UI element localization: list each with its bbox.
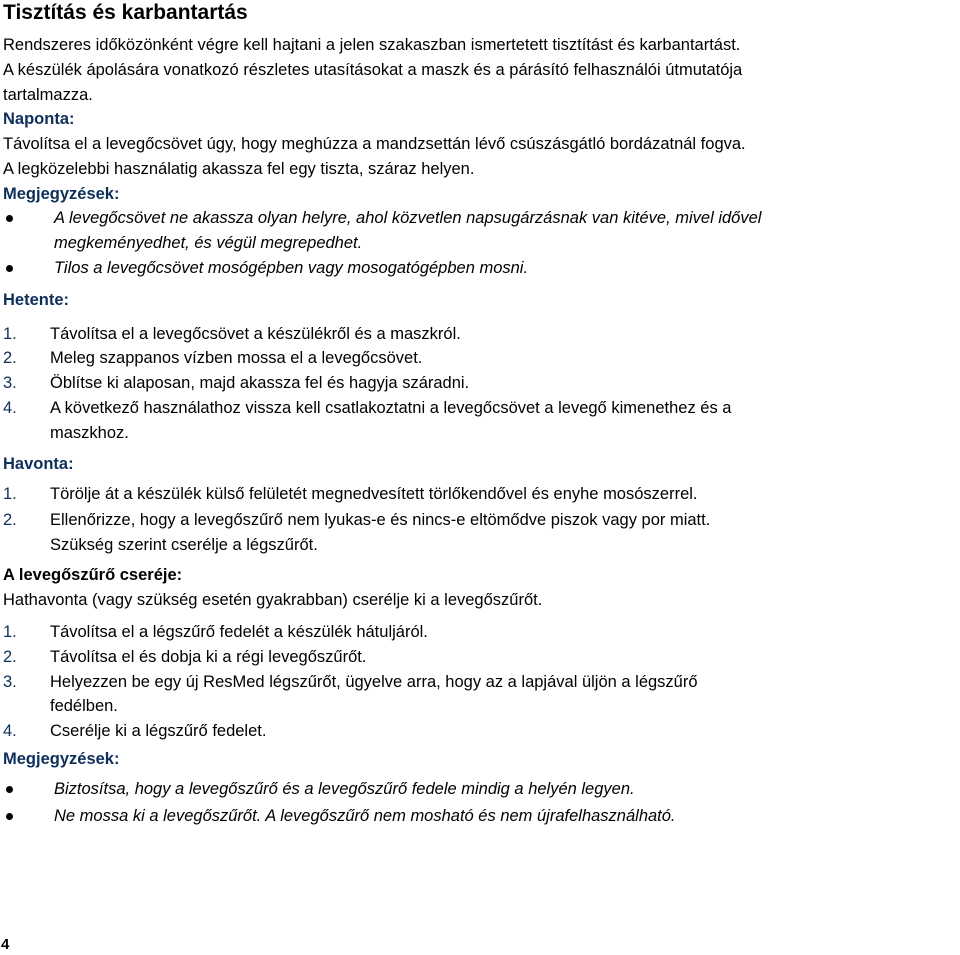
filter-num-1: 1. <box>3 623 17 641</box>
daily-heading: Naponta: <box>3 110 75 128</box>
filter-text-3: Helyezzen be egy új ResMed légszűrőt, ügyelve arra, hogy az a lapjával üljön a légszűrő <box>50 673 698 691</box>
notes2-item2: Ne mossa ki a levegőszűrőt. A levegőszűrő nem mosható és nem újrafelhasználható. <box>54 807 676 825</box>
weekly-num-1: 1. <box>3 325 17 343</box>
bullet-icon <box>6 786 13 793</box>
notes1-item1-line2: megkeményedhet, és végül megrepedhet. <box>54 234 363 252</box>
notes1-item2: Tilos a levegőcsövet mosógépben vagy mosogatógépben mosni. <box>54 259 529 277</box>
bullet-icon <box>6 215 13 222</box>
weekly-text-4-cont: maszkhoz. <box>50 424 129 442</box>
daily-line-1: Távolítsa el a levegőcsövet úgy, hogy meghúzza a mandzsettán lévő csúszásgátló bordázatnál fogva. <box>3 135 746 153</box>
bullet-icon <box>6 265 13 272</box>
page-number: 4 <box>1 936 10 953</box>
monthly-num-2: 2. <box>3 511 17 529</box>
intro-line-3: tartalmazza. <box>3 86 93 104</box>
intro-line-2: A készülék ápolására vonatkozó részletes utasításokat a maszk és a párásító felhasználói útmutatója <box>3 61 743 79</box>
filter-num-3: 3. <box>3 673 17 691</box>
monthly-text-2: Ellenőrizze, hogy a levegőszűrő nem lyukas-e és nincs-e eltömődve piszok vagy por miatt. <box>50 511 711 529</box>
bullet-icon <box>6 813 13 820</box>
filter-text-1: Távolítsa el a légszűrő fedelét a készülék hátuljáról. <box>50 623 428 641</box>
weekly-text-1: Távolítsa el a levegőcsövet a készülékről és a maszkról. <box>50 325 461 343</box>
notes1-item1-line1: A levegőcsövet ne akassza olyan helyre, ahol közvetlen napsugárzásnak van kitéve, mivel idővel <box>54 209 762 227</box>
monthly-text-2-cont: Szükség szerint cserélje a légszűrőt. <box>50 536 318 554</box>
monthly-text-1: Törölje át a készülék külső felületét megnedvesített törlőkendővel és enyhe mosószerrel. <box>50 485 698 503</box>
filter-num-4: 4. <box>3 722 17 740</box>
filter-heading: A levegőszűrő cseréje: <box>3 566 183 584</box>
filter-text-2: Távolítsa el és dobja ki a régi levegőszűrőt. <box>50 648 367 666</box>
filter-text-3-cont: fedélben. <box>50 697 118 715</box>
notes2-heading: Megjegyzések: <box>3 750 120 768</box>
filter-num-2: 2. <box>3 648 17 666</box>
daily-line-2: A legközelebbi használatig akassza fel egy tiszta, száraz helyen. <box>3 160 475 178</box>
weekly-num-3: 3. <box>3 374 17 392</box>
filter-intro: Hathavonta (vagy szükség esetén gyakrabban) cserélje ki a levegőszűrőt. <box>3 591 543 609</box>
weekly-num-4: 4. <box>3 399 17 417</box>
monthly-heading: Havonta: <box>3 455 74 473</box>
weekly-heading: Hetente: <box>3 291 70 309</box>
weekly-num-2: 2. <box>3 349 17 367</box>
notes2-item1: Biztosítsa, hogy a levegőszűrő és a levegőszűrő fedele mindig a helyén legyen. <box>54 780 635 798</box>
weekly-text-2: Meleg szappanos vízben mossa el a levegőcsövet. <box>50 349 423 367</box>
notes1-heading: Megjegyzések: <box>3 185 120 203</box>
weekly-text-3: Öblítse ki alaposan, majd akassza fel és hagyja száradni. <box>50 374 470 392</box>
weekly-text-4: A következő használathoz vissza kell csatlakoztatni a levegőcsövet a levegő kimenethez és a <box>50 399 732 417</box>
section-title: Tisztítás és karbantartás <box>3 1 248 24</box>
monthly-num-1: 1. <box>3 485 17 503</box>
filter-text-4: Cserélje ki a légszűrő fedelet. <box>50 722 267 740</box>
intro-line-1: Rendszeres időközönként végre kell hajtani a jelen szakaszban ismertetett tisztítást és karbantartást. <box>3 36 741 54</box>
